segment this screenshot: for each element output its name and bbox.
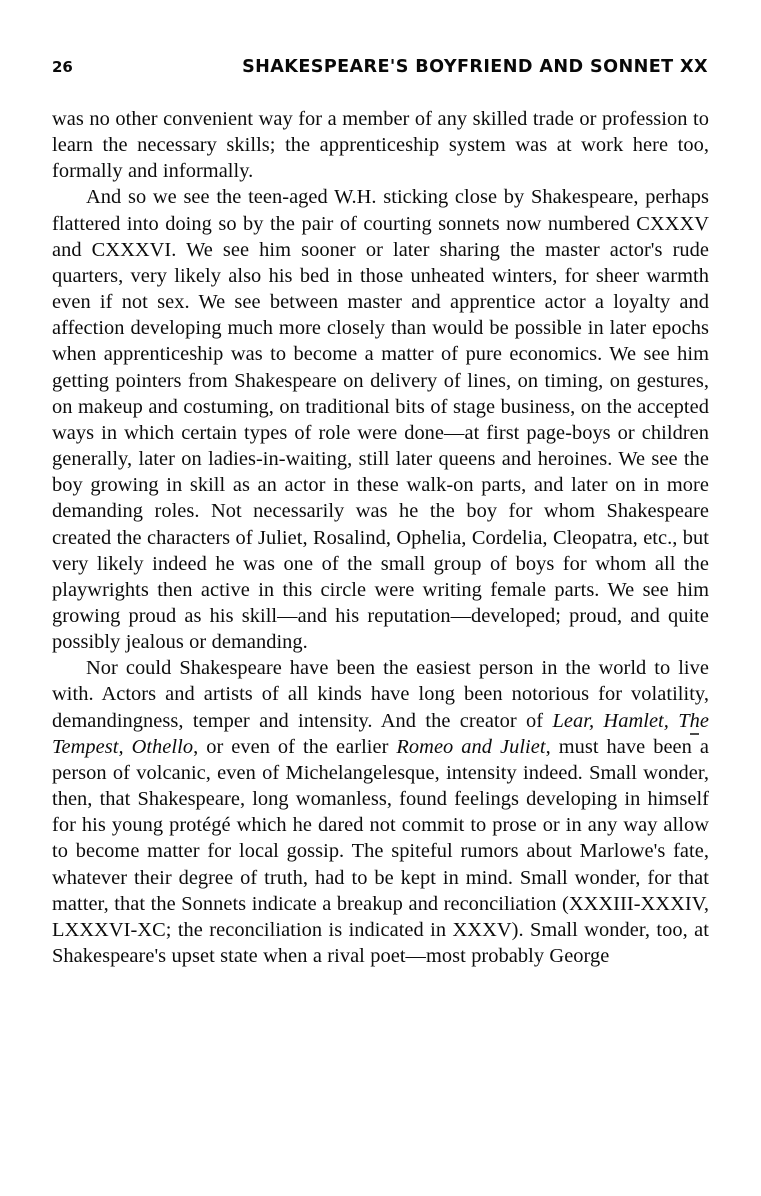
paragraph-3-text-a: Nor could Shakespeare have been the easiest person in the world to live with. Actors and artists of all kinds have long been notorious for volatility, demandingness, temper and intensity. And the creator of (52, 657, 709, 732)
page-number: 26 (52, 58, 73, 76)
running-head (52, 57, 708, 83)
paragraph-1: was no other convenient way for a member of any skilled trade or profession to learn the necessary skills; the apprenticeship system was at work here too, formally and informally. (52, 108, 709, 183)
play-titles-italic-2: Romeo and Juliet (396, 735, 546, 758)
play-titles-italic-1: Lear, Hamlet, The Tempest, Othello (52, 709, 709, 758)
paragraph-2 (52, 184, 709, 655)
paragraph-3-text-b: , or even of the earlier (193, 735, 397, 758)
paragraph-3 (52, 655, 709, 969)
scan-speck-artifact (690, 733, 699, 735)
running-title: SHAKESPEARE'S BOYFRIEND AND SONNET XX (242, 57, 708, 77)
paragraph-3-text-c: , must have been a person of volcanic, even of Michelangelesque, intensity indeed. Small wonder, then, that Shakespeare, long womanless, found feelings developing in himself for his young protégé which he dared not commit to prose or in any way allow to become matter for local gossip. The spiteful rumors about Marlowe's fate, whatever their degree of truth, had to be kept in mind. Small wonder, for that matter, that the Sonnets indicate a breakup and reconciliation (XXXIII-XXXIV, LXXXVI-XC; the reconciliation is indicated in XXXV). Small wonder, too, at Shakespeare's upset state when a rival poet—most probably George (52, 735, 709, 967)
text-block (52, 106, 709, 969)
paragraph-2-text: And so we see the teen-aged W.H. sticking close by Shakespeare, perhaps flattered into doing so by the pair of courting sonnets now numbered CXXXV and CXXXVI. We see him sooner or later sharing the master actor's rude quarters, very likely also his bed in those unheated winters, for sheer warmth even if not sex. We see between master and apprentice actor a loyalty and affection developing much more closely than would be possible in later epochs when apprenticeship was to become a matter of pure economics. We see him getting pointers from Shakespeare on delivery of lines, on timing, on gestures, on makeup and costuming, on traditional bits of stage business, on the accepted ways in which certain types of role were done—at first page-boys or children generally, later on ladies-in-waiting, still later queens and heroines. We see the boy growing in skill as an actor in these walk-on parts, and later on in more demanding roles. Not necessarily was he the boy for whom Shakespeare created the characters of Juliet, Rosalind, Ophelia, Cordelia, Cleopatra, etc., but very likely indeed he was one of the small group of boys for whom all the playwrights then active in this circle were writing female parts. We see him growing proud as his skill—and his reputation—developed; proud, and quite possibly jealous or demanding. (52, 186, 709, 654)
